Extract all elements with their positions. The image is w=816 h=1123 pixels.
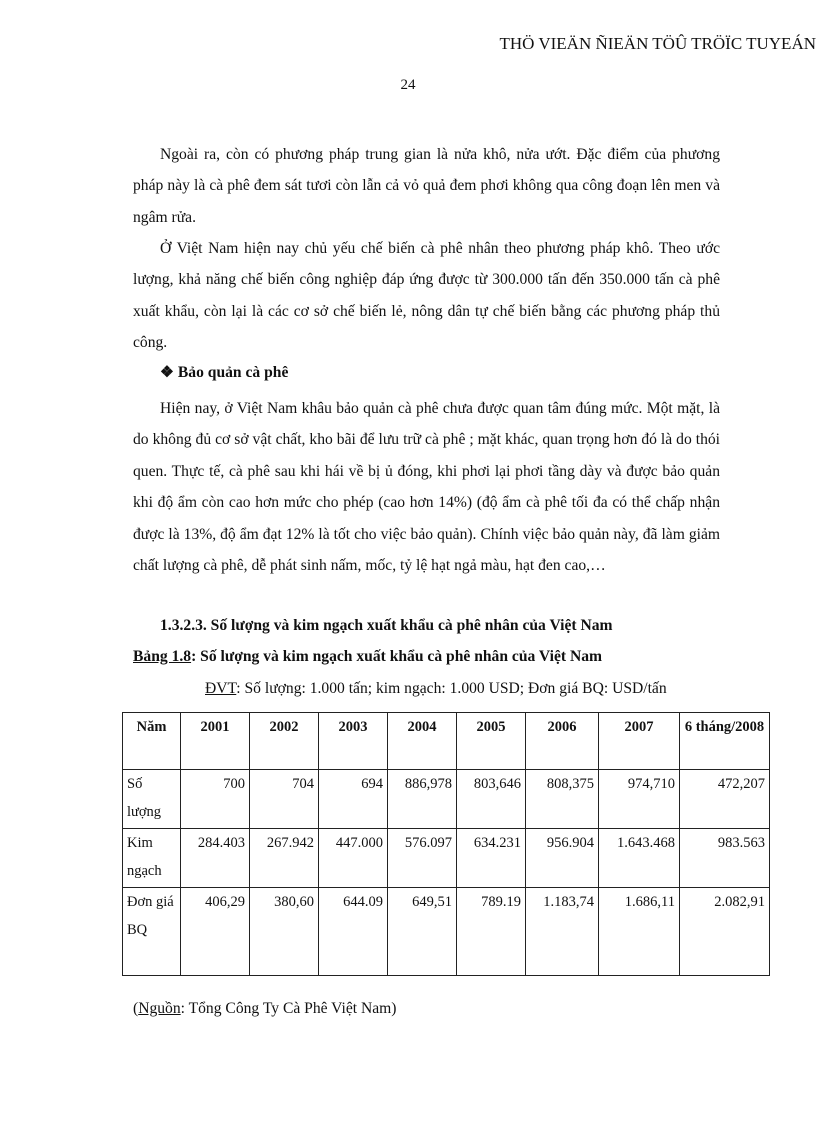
table-cell: 803,646: [457, 770, 526, 829]
column-header: 2007: [599, 713, 680, 770]
column-header: 6 tháng/2008: [680, 713, 770, 770]
table-cell: 886,978: [388, 770, 457, 829]
paragraph-text: Hiện nay, ở Việt Nam khâu bảo quản cà phê chưa được quan tâm đúng mức. Một mặt, là do không đủ cơ sở vật chất, kho bãi để lưu trữ cà phê ; mặt khác, quan trọng hơn đó là do thói quen. Thực tế, cà phê sau khi hái về bị ủ đóng, khi phơi lại phơi tầng dày và được bảo quản khi độ ẩm còn cao hơn mức cho phép (cao hơn 14%) (độ ẩm cà phê tối đa có thể chấp nhận được là 13%, độ ẩm đạt 12% là tốt cho việc bảo quản). Chính việc bảo quản này, đã làm giảm chất lượng cà phê, dễ phát sinh nấm, mốc, tỷ lệ hạt ngả màu, hạt đen cao,…: [133, 400, 720, 575]
caption-text: : Số lượng và kim ngạch xuất khẩu cà phê nhân của Việt Nam: [191, 648, 603, 665]
column-header: Năm: [123, 713, 181, 770]
running-header: THÖ VIEÄN ÑIEÄN TÖÛ TRÖÏC TUYEÁN: [499, 34, 816, 53]
table-cell: 267.942: [250, 829, 319, 888]
table-row: [123, 888, 770, 976]
table-cell: 983.563: [680, 829, 770, 888]
table-caption: [133, 648, 602, 666]
row-label: Kim ngạch: [123, 829, 181, 888]
table-cell: 789.19: [457, 888, 526, 976]
table-cell: 284.403: [181, 829, 250, 888]
source-open: (: [133, 1000, 139, 1017]
table-cell: 808,375: [526, 770, 599, 829]
table-cell: 700: [181, 770, 250, 829]
table-cell: 649,51: [388, 888, 457, 976]
table-cell: 1.183,74: [526, 888, 599, 976]
table-cell: 694: [319, 770, 388, 829]
table-cell: 576.097: [388, 829, 457, 888]
table-cell: 406,29: [181, 888, 250, 976]
table-source: [133, 1000, 397, 1018]
table-cell: 704: [250, 770, 319, 829]
unit-text: : Số lượng: 1.000 tấn; kim ngạch: 1.000 USD; Đơn giá BQ: USD/tấn: [236, 680, 667, 697]
table-cell: 644.09: [319, 888, 388, 976]
paragraph-text: Ngoài ra, còn có phương pháp trung gian là nửa khô, nửa ướt. Đặc điểm của phương pháp này là cà phê đem sát tươi còn lẫn cả vỏ quả đem phơi không qua công đoạn lên men và ngâm rửa.: [133, 146, 720, 226]
table-header-row: [123, 713, 770, 770]
column-header: 2004: [388, 713, 457, 770]
table-row: [123, 829, 770, 888]
paragraph-storage: [133, 393, 720, 581]
heading-bao-quan: ❖ Bảo quản cà phê: [160, 364, 289, 381]
table-unit-note: [205, 680, 667, 698]
table-cell: 380,60: [250, 888, 319, 976]
page-number: 24: [400, 77, 416, 93]
column-header: 2003: [319, 713, 388, 770]
section-heading: 1.3.2.3. Số lượng và kim ngạch xuất khẩu cà phê nhân của Việt Nam: [160, 617, 613, 634]
column-header: 2006: [526, 713, 599, 770]
column-header: 2005: [457, 713, 526, 770]
row-label: Đơn giá BQ: [123, 888, 181, 976]
table-cell: 2.082,91: [680, 888, 770, 976]
source-key: Nguồn: [138, 1000, 181, 1017]
table-cell: 1.643.468: [599, 829, 680, 888]
column-header: 2001: [181, 713, 250, 770]
table-cell: 634.231: [457, 829, 526, 888]
table-row: [123, 770, 770, 829]
unit-key: ĐVT: [205, 680, 237, 697]
row-label: Số lượng: [123, 770, 181, 829]
paragraph-text: Ở Việt Nam hiện nay chủ yếu chế biến cà phê nhân theo phương pháp khô. Theo ước lượng, khả năng chế biến công nghiệp đáp ứng được từ 300.000 tấn đến 350.000 tấn cà phê xuất khẩu, còn lại là các cơ sở chế biến lẻ, nông dân tự chế biến bằng các phương pháp thủ công.: [133, 240, 720, 352]
source-text: : Tổng Công Ty Cà Phê Việt Nam): [180, 1000, 397, 1017]
table-cell: 956.904: [526, 829, 599, 888]
export-table: [122, 712, 770, 976]
table-cell: 472,207: [680, 770, 770, 829]
paragraph-intermediate-method: [133, 139, 720, 233]
caption-label: Bảng 1.8: [133, 648, 192, 665]
table-cell: 1.686,11: [599, 888, 680, 976]
table-cell: 974,710: [599, 770, 680, 829]
table-cell: 447.000: [319, 829, 388, 888]
paragraph-vietnam-processing: [133, 233, 720, 359]
column-header: 2002: [250, 713, 319, 770]
